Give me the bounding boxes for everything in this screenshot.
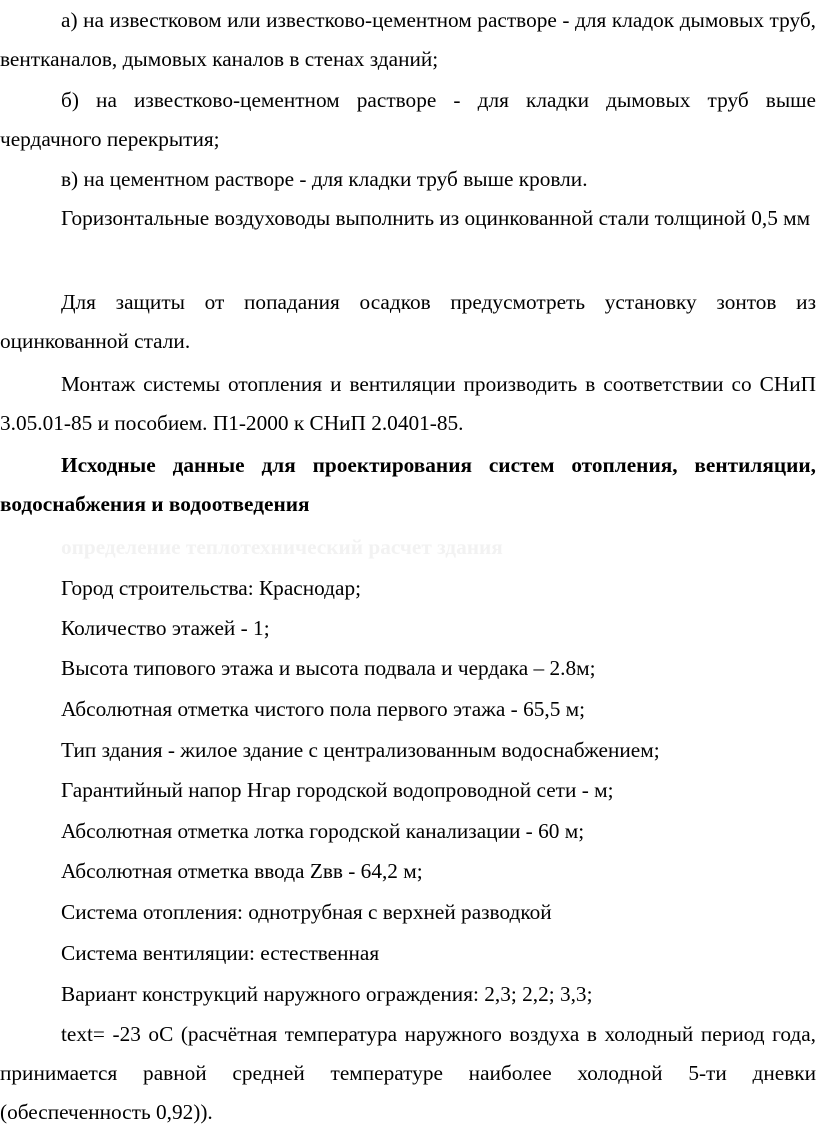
data-line-floors: Количество этажей - 1; [61, 616, 270, 640]
data-line-floor-mark: Абсолютная отметка чистого пола первого этажа - 65,5 м; [61, 697, 586, 721]
data-line-ventilation-system: Система вентиляции: естественная [61, 941, 380, 965]
data-line-sewer-mark: Абсолютная отметка лотка городской канализации - 60 м; [61, 819, 585, 843]
section-heading: Исходные данные для проектирования систем отопления, вентиляции, водоснабжения и водоотведения [0, 453, 816, 516]
paragraph-air-ducts: Горизонтальные воздуховоды выполнить из оцинкованной стали толщиной 0,5 мм [61, 206, 811, 230]
data-line-water-pressure: Гарантийный напор Нгар городской водопроводной сети - м; [61, 778, 614, 802]
paragraph-umbrellas: Для защиты от попадания осадков предусмотреть установку зонтов из оцинкованной стали. [0, 290, 816, 353]
paragraph-mortar-a: а) на известковом или известково-цементном растворе - для кладок дымовых труб, вентканалов, дымовых каналов в стенах зданий; [0, 8, 816, 71]
data-line-heating-system: Система отопления: однотрубная с верхней разводкой [61, 900, 552, 924]
data-line-inlet-mark: Абсолютная отметка ввода Zвв - 64,2 м; [61, 859, 423, 883]
data-line-city: Город строительства: Краснодар; [61, 576, 362, 600]
data-line-envelope-variant: Вариант конструкций наружного ограждения: 2,3; 2,2; 3,3; [61, 982, 593, 1006]
data-line-building-type: Тип здания - жилое здание с централизованным водоснабжением; [61, 738, 660, 762]
paragraph-outdoor-temperature: text= -23 оС (расчётная температура наружного воздуха в холодный период года, принимается равной средней температуре наиболее холодной 5-ти дневки (обеспеченность 0,92)). [0, 1022, 816, 1124]
data-line-floor-height: Высота типового этажа и высота подвала и чердака – 2.8м; [61, 656, 596, 680]
paragraph-mortar-b: б) на известково-цементном растворе - для кладки дымовых труб выше чердачного перекрытия; [0, 88, 816, 151]
paragraph-mortar-c: в) на цементном растворе - для кладки труб выше кровли. [61, 167, 588, 191]
faint-line: определение теплотехнический расчет здания [61, 535, 503, 559]
paragraph-installation: Монтаж системы отопления и вентиляции производить в соответствии со СНиП 3.05.01-85 и пособием. П1-2000 к СНиП 2.0401-85. [0, 372, 816, 435]
